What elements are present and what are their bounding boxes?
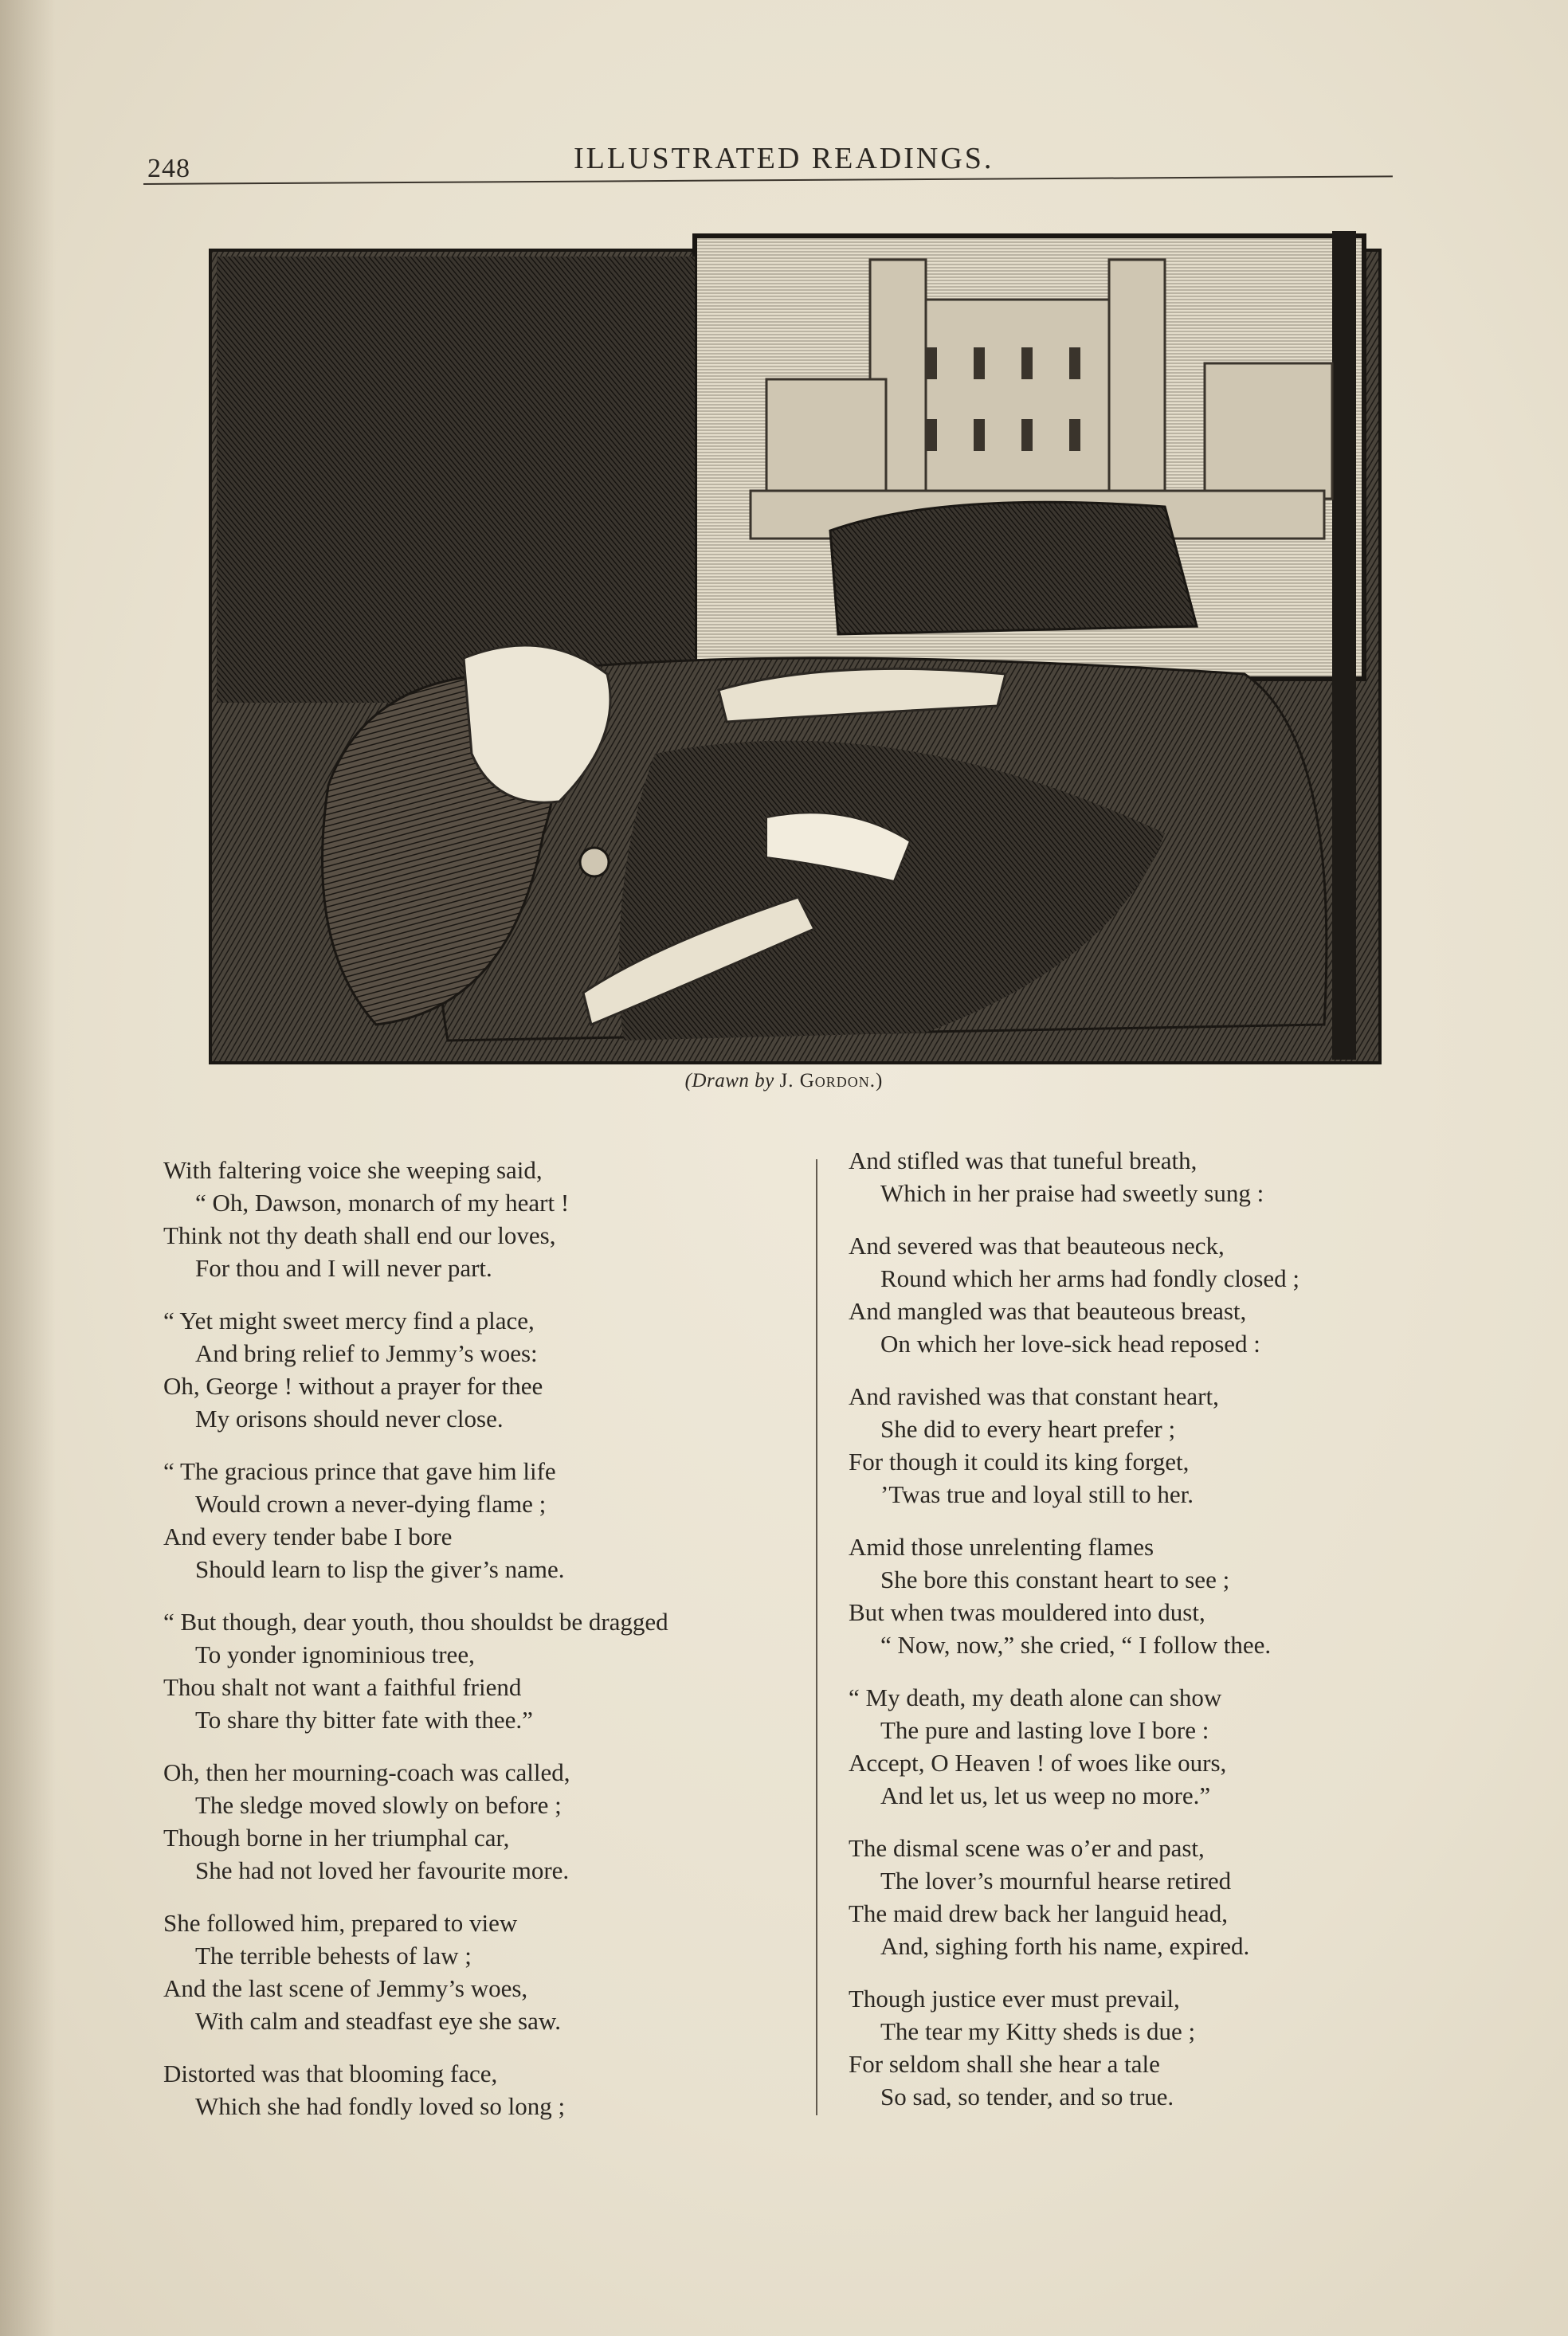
poem-line: For thou and I will never part. (195, 1254, 492, 1282)
poem-line: She did to every heart prefer ; (880, 1415, 1176, 1443)
stanza (849, 1832, 1438, 1962)
poem-line: The lover’s mournful hearse retired (880, 1867, 1232, 1895)
illustration-caption (0, 1070, 1568, 1092)
page-number: 248 (147, 154, 190, 183)
poem-line: And mangled was that beauteous breast, (849, 1297, 1247, 1325)
engraving-illustration (209, 228, 1382, 1066)
poem-line: The tear my Kitty sheds is due ; (880, 2017, 1196, 2045)
stanza (163, 1154, 825, 1284)
poem-line: “ My death, my death alone can show (849, 1683, 1222, 1711)
stanza (163, 1304, 825, 1435)
poem-line: Though justice ever must prevail, (849, 1985, 1180, 2013)
poem-line: She had not loved her favourite more. (195, 1856, 570, 1884)
poem-line: “ But though, dear youth, thou shouldst be dragged (163, 1608, 668, 1636)
poem-line: To share thy bitter fate with thee.” (195, 1706, 533, 1734)
caption-artist: J. Gordon.) (779, 1070, 884, 1092)
poem-line: ’Twas true and loyal still to her. (880, 1480, 1194, 1508)
poem-line: And stifled was that tuneful breath, (849, 1146, 1198, 1174)
poem-line: Oh, George ! without a prayer for thee (163, 1372, 543, 1400)
stanza (849, 1681, 1438, 1812)
spine-shadow (0, 0, 56, 2336)
poem-line: Think not thy death shall end our loves, (163, 1221, 556, 1249)
poem-line: And every tender babe I bore (163, 1523, 453, 1550)
poem-line: Distorted was that blooming face, (163, 2060, 498, 2087)
poem-line: Should learn to lisp the giver’s name. (195, 1555, 565, 1583)
poem-line: And, sighing forth his name, expired. (880, 1932, 1250, 1960)
poem-line: On which her love-sick head reposed : (880, 1330, 1260, 1358)
stanza (163, 1455, 825, 1585)
poem-line: The maid drew back her languid head, (849, 1899, 1229, 1927)
stanza (849, 1531, 1438, 1661)
stanza (163, 1907, 825, 2037)
poem-line: And bring relief to Jemmy’s woes: (195, 1339, 538, 1367)
poem-line: Which she had fondly loved so long ; (195, 2092, 566, 2120)
poem-line: “ Oh, Dawson, monarch of my heart ! (195, 1189, 570, 1217)
poem-line: Which in her praise had sweetly sung : (880, 1179, 1264, 1207)
stanza (163, 2057, 825, 2122)
poem-line: And ravished was that constant heart, (849, 1382, 1219, 1410)
stanza (849, 1144, 1438, 1209)
poem-line: But when twas mouldered into dust, (849, 1598, 1205, 1626)
poem-line: So sad, so tender, and so true. (880, 2083, 1174, 2111)
poem-line: “ Now, now,” she cried, “ I follow thee. (880, 1631, 1272, 1659)
stanza (163, 1605, 825, 1736)
poem-line: Accept, O Heaven ! of woes like ours, (849, 1749, 1227, 1777)
poem-line: She bore this constant heart to see ; (880, 1566, 1230, 1593)
poem-right-column (849, 1144, 1438, 2133)
poem-line: And let us, let us weep no more.” (880, 1781, 1211, 1809)
poem-line: The sledge moved slowly on before ; (195, 1791, 562, 1819)
poem-line: “ The gracious prince that gave him life (163, 1457, 556, 1485)
poem-line: Round which her arms had fondly closed ; (880, 1264, 1300, 1292)
stanza (849, 1380, 1438, 1511)
stanza (849, 1229, 1438, 1360)
poem-line: The pure and lasting love I bore : (880, 1716, 1209, 1744)
poem-line: With faltering voice she weeping said, (163, 1156, 543, 1184)
poem-line: Amid those unrelenting flames (849, 1533, 1154, 1561)
poem-line: The terrible behests of law ; (195, 1942, 472, 1970)
poem-line: Would crown a never-dying flame ; (195, 1490, 547, 1518)
engraving-illustration-icon (209, 228, 1382, 1066)
poem-line: With calm and steadfast eye she saw. (195, 2007, 561, 2035)
stanza (163, 1756, 825, 1887)
poem-line: For though it could its king forget, (849, 1448, 1190, 1476)
running-title: ILLUSTRATED READINGS. (574, 142, 994, 175)
poem-line: Oh, then her mourning-coach was called, (163, 1758, 570, 1786)
poem-left-column (163, 1154, 825, 2142)
poem-line: My orisons should never close. (195, 1405, 504, 1433)
poem-line: She followed him, prepared to view (163, 1909, 518, 1937)
poem-line: The dismal scene was o’er and past, (849, 1834, 1205, 1862)
stanza (849, 1982, 1438, 2113)
caption-drawn-by: (Drawn by (684, 1070, 774, 1092)
poem-line: To yonder ignominious tree, (195, 1640, 475, 1668)
poem-line: Though borne in her triumphal car, (163, 1824, 510, 1852)
poem-line: And severed was that beauteous neck, (849, 1232, 1225, 1260)
poem-line: “ Yet might sweet mercy find a place, (163, 1307, 535, 1335)
poem-line: And the last scene of Jemmy’s woes, (163, 1974, 528, 2002)
poem-line: Thou shalt not want a faithful friend (163, 1673, 522, 1701)
poem-line: For seldom shall she hear a tale (849, 2050, 1160, 2078)
